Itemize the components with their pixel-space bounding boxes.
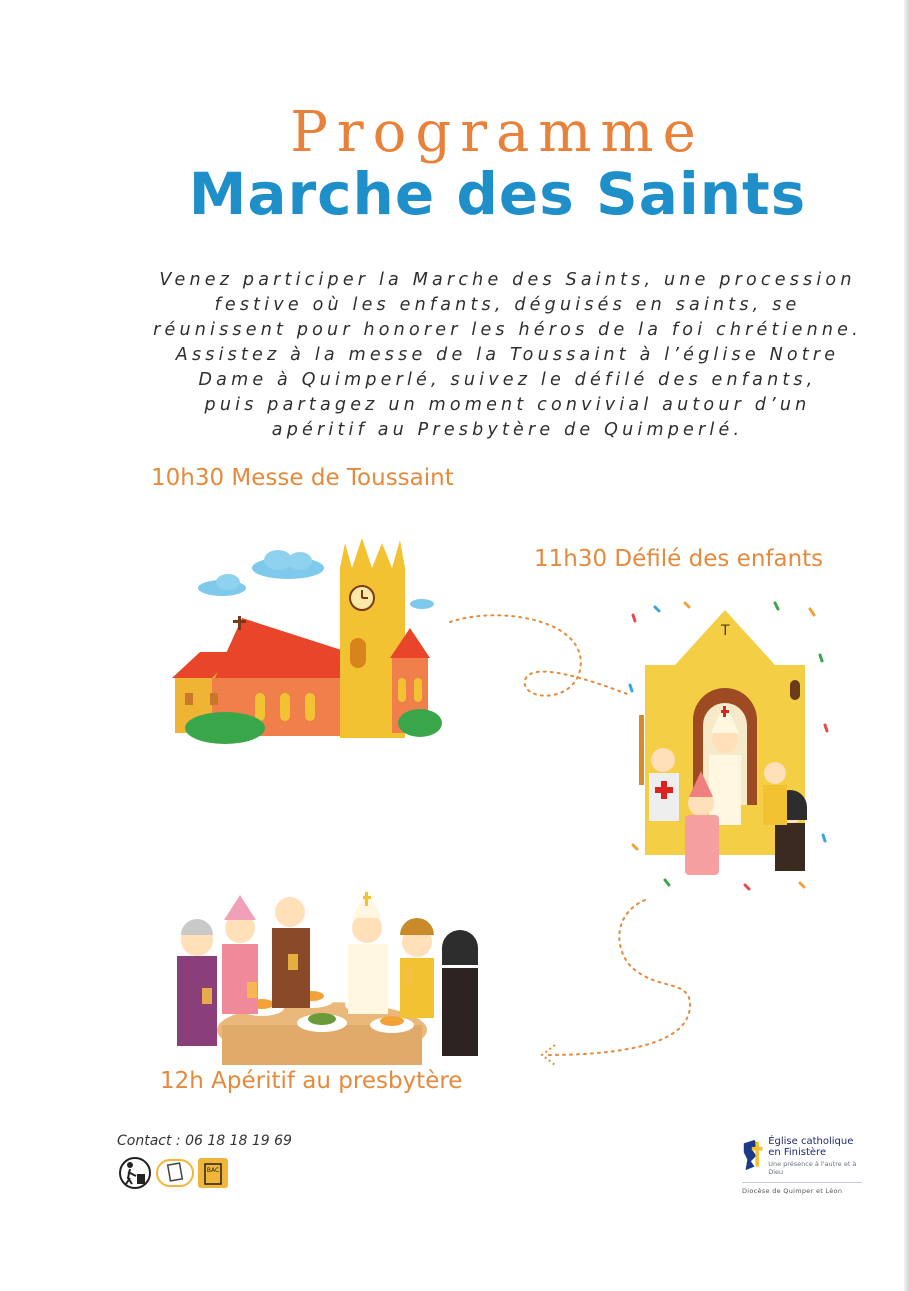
- svg-text:T: T: [721, 623, 730, 639]
- intro-line: festive où les enfants, déguisés en saints, se: [214, 295, 801, 315]
- intro-line: réunissent pour honorer les héros de la foi chrétienne.: [153, 320, 862, 340]
- finistere-logo-icon: [742, 1136, 765, 1174]
- logo-name-line1: Église catholique: [768, 1136, 854, 1147]
- paper-recycling-icon: [156, 1156, 194, 1190]
- tidyman-icon: [118, 1156, 152, 1190]
- dotted-path-1: [440, 600, 640, 720]
- diocese-logo: [742, 1136, 862, 1195]
- logo-diocese: Diocèse de Quimper et Léon: [742, 1182, 862, 1195]
- program-title: Programme: [290, 100, 705, 165]
- intro-line: Assistez à la messe de la Toussaint à l’église Notre: [175, 345, 840, 365]
- dotted-path-2: [530, 895, 730, 1070]
- recycling-bin-icon: [198, 1156, 228, 1190]
- intro-line: Venez participer la Marche des Saints, une procession: [159, 270, 856, 290]
- intro-paragraph: [150, 268, 865, 443]
- event-title: Marche des Saints: [188, 160, 807, 228]
- schedule-aperitif: 12h Apéritif au presbytère: [160, 1068, 463, 1094]
- contact-phone: Contact : 06 18 18 19 69: [117, 1133, 292, 1149]
- bin-label: BAC: [206, 1167, 220, 1174]
- intro-line: apéritif au Presbytère de Quimperlé.: [271, 420, 744, 440]
- recycling-logos: [118, 1156, 228, 1190]
- logo-name-line2: en Finistère: [768, 1147, 827, 1158]
- schedule-mass: 10h30 Messe de Toussaint: [151, 465, 454, 491]
- aperitif-illustration: [162, 890, 492, 1070]
- schedule-parade: 11h30 Défilé des enfants: [534, 546, 824, 572]
- intro-line: puis partagez un moment convivial autour d’un: [204, 395, 811, 415]
- intro-line: Dame à Quimperlé, suivez le défilé des enfants,: [198, 370, 817, 390]
- church-illustration: [160, 528, 450, 748]
- logo-tagline: Une présence à l'autre et à Dieu: [768, 1160, 857, 1176]
- parade-illustration: [625, 595, 835, 895]
